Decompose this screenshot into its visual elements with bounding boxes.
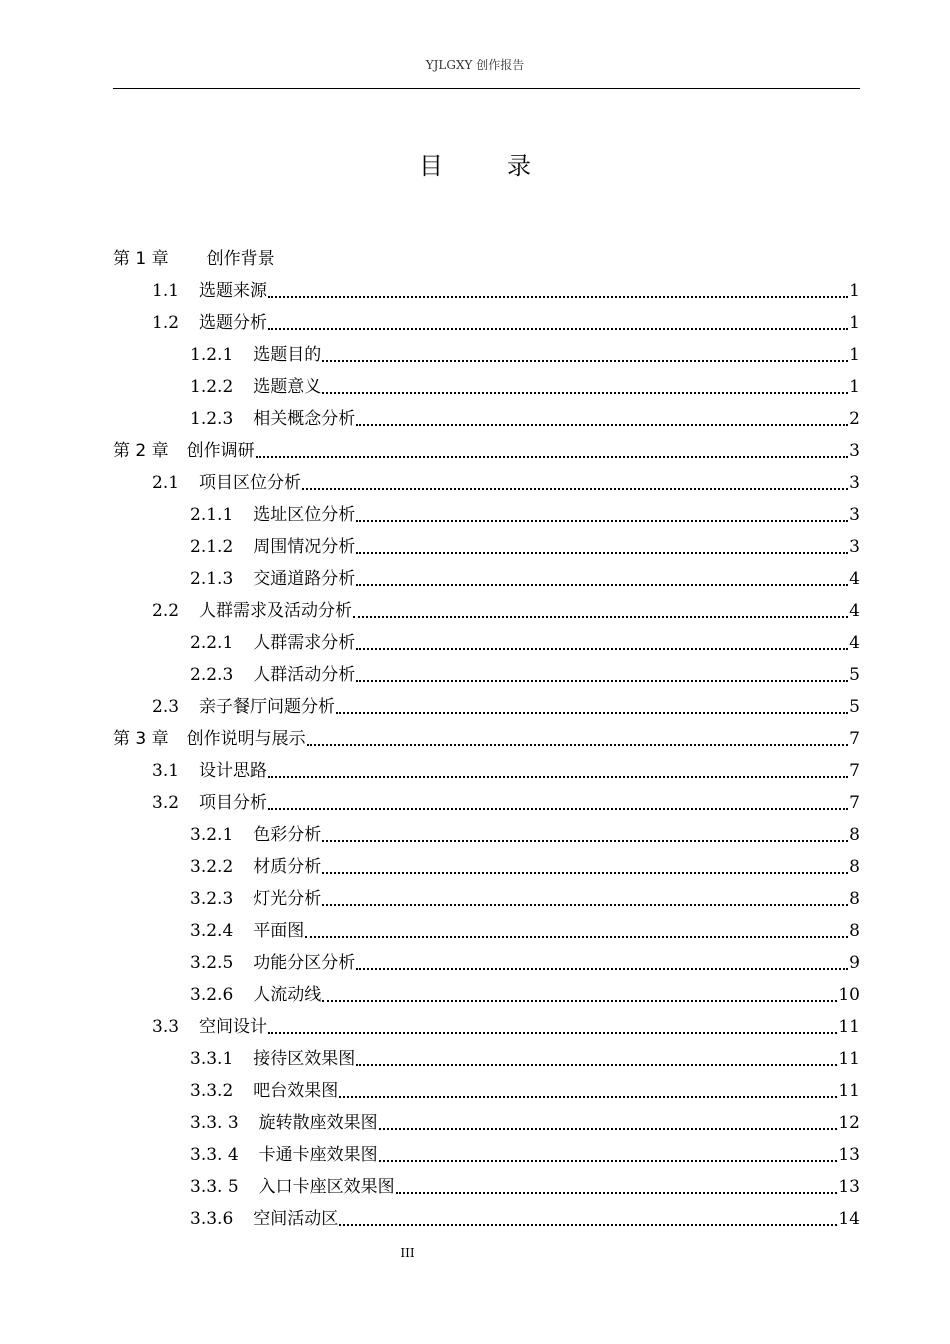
toc-entry-page: 1 <box>849 281 860 301</box>
toc-entry-number: 3.2.1 <box>190 825 234 845</box>
toc-dot-leader <box>322 851 848 883</box>
toc-entry-page: 11 <box>838 1017 860 1037</box>
toc-entry-label: 项目分析 <box>199 793 268 813</box>
toc-entry-number: 3.3. 5 <box>190 1177 239 1197</box>
toc-entry-page: 11 <box>838 1081 860 1101</box>
toc-entry[interactable] <box>113 691 860 723</box>
toc-entry-label: 材质分析 <box>253 857 322 877</box>
toc-dot-leader <box>356 627 848 659</box>
toc-entry-number: 3.3.2 <box>190 1081 234 1101</box>
toc-entry-label: 人流动线 <box>253 985 322 1005</box>
toc-entry-label: 灯光分析 <box>253 889 322 909</box>
toc-entry-page: 8 <box>849 825 860 845</box>
toc-entry-label: 设计思路 <box>199 761 268 781</box>
toc-entry-page: 9 <box>849 953 860 973</box>
toc-dot-leader <box>356 499 848 531</box>
toc-entry[interactable] <box>113 659 860 691</box>
toc-entry-label: 选题分析 <box>199 313 268 333</box>
toc-entry-page: 4 <box>849 569 860 589</box>
toc-entry-number: 2.2.1 <box>190 633 234 653</box>
toc-entry-page: 5 <box>849 697 860 717</box>
toc-entry-label: 创作说明与展示 <box>186 729 306 749</box>
toc-entry-page: 14 <box>838 1209 860 1229</box>
toc-entry[interactable] <box>113 563 860 595</box>
toc-entry-page: 3 <box>849 537 860 557</box>
toc-entry-label: 人群需求及活动分析 <box>199 601 353 621</box>
toc-entry-number: 1.2.3 <box>190 409 234 429</box>
toc-entry-label: 选址区位分析 <box>253 505 356 525</box>
toc-entry[interactable] <box>113 403 860 435</box>
toc-entry-page: 12 <box>838 1113 860 1133</box>
toc-entry[interactable] <box>113 723 860 755</box>
toc-entry-number: 2.1 <box>152 473 180 493</box>
toc-dot-leader <box>268 787 848 819</box>
toc-dot-leader <box>356 659 848 691</box>
toc-dot-leader <box>302 467 848 499</box>
toc-dot-leader <box>356 403 848 435</box>
toc-entry-number: 3.3. 3 <box>190 1113 239 1133</box>
toc-dot-leader <box>322 819 848 851</box>
toc-entry-page: 10 <box>838 985 860 1005</box>
toc-dot-leader <box>268 755 848 787</box>
toc-entry[interactable] <box>113 787 860 819</box>
toc-entry[interactable] <box>113 1043 860 1075</box>
toc-entry[interactable] <box>113 1107 860 1139</box>
toc-entry-number: 3.3. 4 <box>190 1145 239 1165</box>
toc-entry[interactable] <box>113 1011 860 1043</box>
toc-dot-leader <box>356 1043 837 1075</box>
toc-entry-number: 3.3 <box>152 1017 180 1037</box>
toc-entry[interactable] <box>113 819 860 851</box>
toc-dot-leader <box>322 339 848 371</box>
toc-entry-page: 1 <box>849 377 860 397</box>
toc-entry-number: 第 1 章 <box>113 249 169 269</box>
toc-dot-leader <box>322 883 848 915</box>
toc-dot-leader <box>356 563 848 595</box>
toc-entry[interactable] <box>113 979 860 1011</box>
toc-entry-page: 7 <box>849 729 860 749</box>
toc-entry-page: 8 <box>849 921 860 941</box>
toc-entry-page: 1 <box>849 345 860 365</box>
toc-entry[interactable] <box>113 947 860 979</box>
toc-entry-number: 3.1 <box>152 761 180 781</box>
toc-dot-leader <box>396 1171 838 1203</box>
toc-dot-leader <box>322 371 848 403</box>
toc-entry-label: 功能分区分析 <box>253 953 356 973</box>
toc-entry-page: 11 <box>838 1049 860 1069</box>
table-of-contents <box>113 243 860 1235</box>
toc-dot-leader <box>339 1203 837 1235</box>
toc-entry-label: 选题目的 <box>253 345 322 365</box>
toc-entry-label: 接待区效果图 <box>253 1049 356 1069</box>
toc-entry-label: 创作调研 <box>186 441 255 461</box>
toc-entry-number: 2.2.3 <box>190 665 234 685</box>
toc-entry-number: 3.3.1 <box>190 1049 234 1069</box>
toc-entry-number: 3.2.2 <box>190 857 234 877</box>
toc-entry-label: 色彩分析 <box>253 825 322 845</box>
toc-entry-page: 7 <box>849 761 860 781</box>
toc-dot-leader <box>353 595 848 627</box>
toc-dot-leader <box>356 947 848 979</box>
toc-entry-number: 第 2 章 <box>113 441 169 461</box>
toc-entry[interactable] <box>113 883 860 915</box>
toc-dot-leader <box>307 723 849 755</box>
toc-entry[interactable] <box>113 467 860 499</box>
toc-entry[interactable] <box>113 307 860 339</box>
toc-entry[interactable] <box>113 1171 860 1203</box>
toc-entry-number: 2.1.2 <box>190 537 234 557</box>
toc-entry-page: 13 <box>838 1177 860 1197</box>
toc-entry-page: 3 <box>849 441 860 461</box>
toc-entry-label: 旋转散座效果图 <box>258 1113 378 1133</box>
toc-entry-number: 3.2.5 <box>190 953 234 973</box>
toc-entry-page: 4 <box>849 601 860 621</box>
toc-entry-label: 空间设计 <box>199 1017 268 1037</box>
toc-entry-page: 2 <box>849 409 860 429</box>
toc-dot-leader <box>339 1075 837 1107</box>
toc-dot-leader <box>336 691 848 723</box>
toc-entry-label: 相关概念分析 <box>253 409 356 429</box>
toc-dot-leader <box>379 1139 838 1171</box>
toc-entry[interactable] <box>113 339 860 371</box>
toc-entry-number: 1.2.2 <box>190 377 234 397</box>
toc-entry-page: 3 <box>849 505 860 525</box>
toc-entry-label: 亲子餐厅问题分析 <box>199 697 336 717</box>
toc-entry-number: 3.2.3 <box>190 889 234 909</box>
toc-entry-page: 8 <box>849 857 860 877</box>
toc-entry[interactable] <box>113 627 860 659</box>
toc-entry[interactable] <box>113 499 860 531</box>
toc-entry-page: 13 <box>838 1145 860 1165</box>
toc-entry-number: 3.2.4 <box>190 921 234 941</box>
toc-entry-page: 4 <box>849 633 860 653</box>
toc-entry-page: 1 <box>849 313 860 333</box>
toc-entry-number: 2.2 <box>152 601 180 621</box>
toc-entry-number: 3.2 <box>152 793 180 813</box>
toc-entry[interactable] <box>113 915 860 947</box>
toc-entry-page: 5 <box>849 665 860 685</box>
running-header: YJLGXY 创作报告 <box>425 58 525 72</box>
toc-entry[interactable] <box>113 1075 860 1107</box>
toc-entry-page: 8 <box>849 889 860 909</box>
toc-entry-number: 2.1.1 <box>190 505 234 525</box>
toc-entry-label: 创作背景 <box>206 249 275 269</box>
toc-entry-number: 2.3 <box>152 697 180 717</box>
toc-entry-number: 1.2 <box>152 313 180 333</box>
toc-entry-page: 3 <box>849 473 860 493</box>
toc-entry-number: 3.2.6 <box>190 985 234 1005</box>
toc-entry[interactable] <box>113 1203 860 1235</box>
toc-entry-label: 空间活动区 <box>253 1209 339 1229</box>
toc-entry-label: 卡通卡座效果图 <box>258 1145 378 1165</box>
toc-entry-label: 平面图 <box>253 921 305 941</box>
toc-entry-label: 入口卡座区效果图 <box>258 1177 395 1197</box>
toc-entry[interactable] <box>113 1139 860 1171</box>
toc-entry-label: 项目区位分析 <box>199 473 302 493</box>
toc-entry-label: 人群需求分析 <box>253 633 356 653</box>
toc-dot-leader <box>256 435 849 467</box>
toc-entry[interactable] <box>113 243 860 275</box>
toc-dot-leader <box>379 1107 838 1139</box>
toc-entry-label: 吧台效果图 <box>253 1081 339 1101</box>
toc-entry-label: 周围情况分析 <box>253 537 356 557</box>
toc-entry-label: 交通道路分析 <box>253 569 356 589</box>
toc-entry[interactable] <box>113 851 860 883</box>
toc-entry-number: 1.1 <box>152 281 180 301</box>
toc-entry[interactable] <box>113 595 860 627</box>
toc-entry-number: 第 3 章 <box>113 729 169 749</box>
toc-entry-label: 选题意义 <box>253 377 322 397</box>
toc-title: 目录 <box>419 152 595 180</box>
toc-dot-leader <box>356 531 848 563</box>
toc-dot-leader <box>268 1011 837 1043</box>
toc-entry[interactable] <box>113 275 860 307</box>
toc-entry-page: 7 <box>849 793 860 813</box>
toc-dot-leader <box>268 275 848 307</box>
toc-entry[interactable] <box>113 531 860 563</box>
page-number: III <box>400 1246 415 1260</box>
toc-dot-leader <box>322 979 837 1011</box>
toc-entry-number: 2.1.3 <box>190 569 234 589</box>
toc-entry-number: 3.3.6 <box>190 1209 234 1229</box>
toc-entry-number: 1.2.1 <box>190 345 234 365</box>
toc-dot-leader <box>305 915 848 947</box>
toc-entry-label: 选题来源 <box>199 281 268 301</box>
toc-entry[interactable] <box>113 755 860 787</box>
toc-entry[interactable] <box>113 435 860 467</box>
header-rule <box>113 88 860 89</box>
toc-dot-leader <box>268 307 848 339</box>
toc-entry-label: 人群活动分析 <box>253 665 356 685</box>
toc-entry[interactable] <box>113 371 860 403</box>
